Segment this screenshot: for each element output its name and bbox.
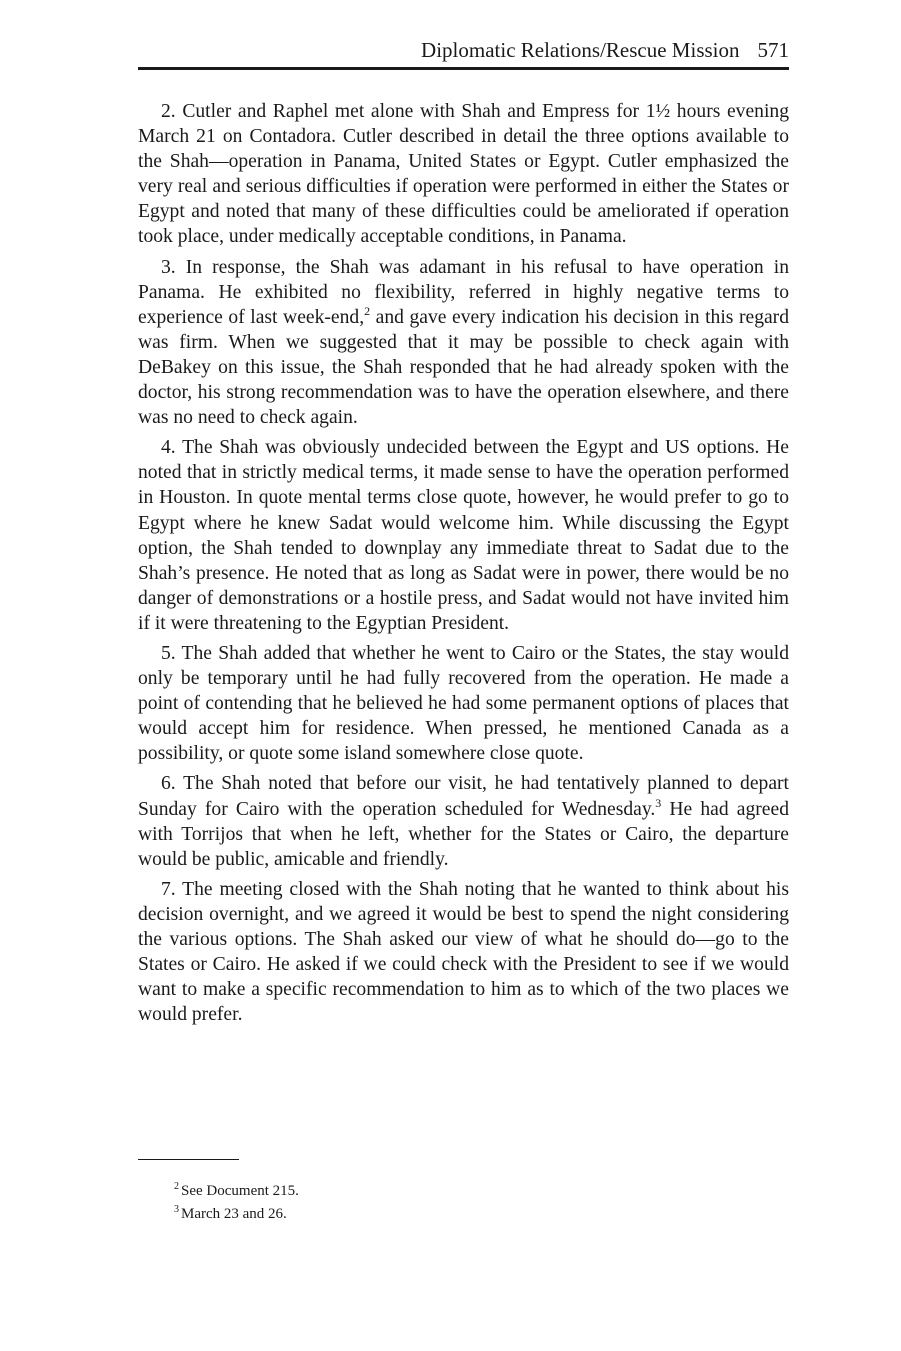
paragraph-3-text-a: 3. In response, the Shah was adamant in his refusal to have operation in Panama. He exhibited no flexibility, referred in highly negative terms to experience of last week-end, <box>138 256 789 328</box>
paragraph-2: 2. Cutler and Raphel met alone with Shah and Empress for 1½ hours evening March 21 on Contadora. Cutler described in detail the three options available to the Shah—operation in Panama, United States or Egypt. Cutler emphasized the very real and serious difficulties if operation were performed in either the States or Egypt and noted that many of these difficulties could be ameliorated if operation took place, under medically acceptable conditions, in Panama. <box>138 101 789 248</box>
paragraph-6-text-a: 6. The Shah noted that before our visit, he had tentatively planned to depart Sunday for Cairo with the operation scheduled for Wednesday. <box>138 773 789 820</box>
footnote-marker: 2 <box>174 1181 179 1192</box>
running-title: Diplomatic Relations/Rescue Mission <box>421 38 740 62</box>
footnote-2 <box>174 1180 774 1203</box>
footnote-3 <box>174 1203 774 1226</box>
paragraph-5: 5. The Shah added that whether he went to Cairo or the States, the stay would only be temporary until he had fully recovered from the operation. He made a point of contending that he believed he had some permanent options of places that would accept him for residence. When pressed, he mentioned Canada as a possibility, or quote some island somewhere close quote. <box>138 642 789 765</box>
paragraph-3 <box>138 255 789 431</box>
paragraph-6 <box>138 771 789 871</box>
running-header <box>138 34 789 70</box>
paragraph-7: 7. The meeting closed with the Shah noting that he wanted to think about his decision overnight, and we agreed it would be best to spend the night considering the various options. The Shah asked our view of what he should do—go to the States or Cairo. He asked if we could check with the President to see if we would want to make a specific recommendation to him as to which of the two places we would prefer. <box>138 878 789 1026</box>
paragraph-3-text-b: and gave every indication his decision in this regard was firm. When we suggested that it may be possible to check again with DeBakey on this issue, the Shah responded that he had already spoken with the doctor, his strong recommendation was to have the operation elsewhere, and there was no need to check again. <box>138 306 790 429</box>
page-number: 571 <box>757 38 789 62</box>
running-header-text <box>421 36 789 64</box>
footnote-text: See Document 215. <box>181 1183 299 1199</box>
footnote-marker: 3 <box>174 1204 179 1215</box>
footnote-ref-2[interactable]: 2 <box>364 303 371 318</box>
footnote-text: March 23 and 26. <box>181 1206 287 1222</box>
paragraph-4: 4. The Shah was obviously undecided between the Egypt and US options. He noted that in strictly medical terms, it made sense to have the operation performed in Houston. In quote mental terms close quote, however, he would prefer to go to Egypt where he knew Sadat would welcome him. While discussing the Egypt option, the Shah tended to downplay any immediate threat to Sadat due to the Shah’s presence. He noted that as long as Sadat were in power, there would be no danger of demonstrations or a hostile press, and Sadat would not have invited him if it were threatening to the Egyptian President. <box>138 437 789 634</box>
paragraph-6-text-b: He had agreed with Torrijos that when he left, whether for the States or Cairo, the departure would be public, amicable and friendly. <box>138 798 790 870</box>
document-body <box>138 99 789 1032</box>
footnotes <box>174 1180 774 1226</box>
footnote-ref-3[interactable]: 3 <box>655 795 662 810</box>
footnote-separator <box>138 1159 239 1160</box>
